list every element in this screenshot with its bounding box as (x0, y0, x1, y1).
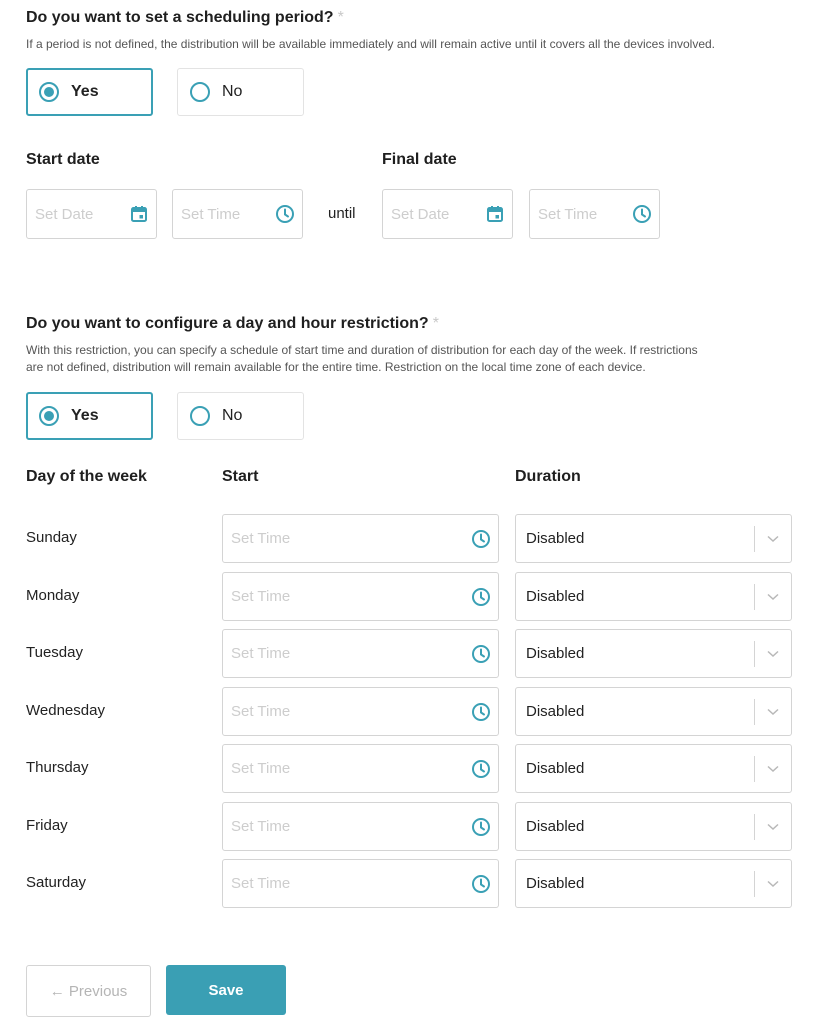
duration-value: Disabled (526, 760, 585, 777)
start-time-placeholder: Set Time (181, 205, 241, 223)
start-date-input[interactable] (26, 189, 157, 239)
chevron-down-icon[interactable] (755, 593, 791, 601)
previous-button[interactable]: ← Previous (26, 965, 151, 1017)
restriction-no-option[interactable] (177, 392, 304, 440)
clock-icon[interactable] (464, 644, 498, 664)
restriction-no-label: No (222, 407, 243, 424)
start-date-label: Start date (26, 151, 100, 168)
duration-value: Disabled (526, 818, 585, 835)
until-label: until (328, 205, 356, 222)
restriction-question-text: Do you want to configure a day and hour restriction? (26, 315, 429, 332)
chevron-down-icon[interactable] (755, 535, 791, 543)
duration-value: Disabled (526, 588, 585, 605)
duration-select[interactable] (515, 629, 792, 678)
start-time-placeholder: Set Time (231, 760, 291, 777)
clock-icon[interactable] (464, 587, 498, 607)
clock-icon[interactable] (268, 204, 302, 224)
save-button[interactable]: Save (166, 965, 286, 1015)
scheduling-yes-label: Yes (71, 83, 99, 100)
radio-unselected-icon (190, 406, 210, 426)
start-date-placeholder: Set Date (35, 205, 94, 223)
scheduling-question-title (26, 9, 344, 27)
scheduling-no-label: No (222, 83, 243, 100)
duration-select[interactable] (515, 514, 792, 563)
scheduling-question-text: Do you want to set a scheduling period? (26, 9, 334, 26)
chevron-down-icon[interactable] (755, 880, 791, 888)
required-mark: * (432, 315, 439, 332)
column-header-day: Day of the week (26, 468, 147, 485)
final-date-input[interactable] (382, 189, 513, 239)
chevron-down-icon[interactable] (755, 708, 791, 716)
start-time-input[interactable] (222, 744, 499, 793)
restriction-yes-label: Yes (71, 407, 99, 424)
day-name: Friday (26, 817, 68, 834)
day-name: Monday (26, 587, 80, 604)
duration-select[interactable] (515, 572, 792, 621)
duration-value: Disabled (526, 645, 585, 662)
radio-selected-icon (39, 406, 59, 426)
restriction-description-line-2: are not defined, distribution will remain available for the entire time. Restriction on the local time zone of each device. (26, 360, 646, 374)
duration-select[interactable] (515, 859, 792, 908)
column-header-duration: Duration (515, 468, 581, 485)
clock-icon[interactable] (464, 817, 498, 837)
duration-value: Disabled (526, 703, 585, 720)
start-time-input[interactable] (222, 514, 499, 563)
restriction-question-title (26, 315, 439, 333)
radio-selected-icon (39, 82, 59, 102)
clock-icon[interactable] (464, 702, 498, 722)
required-mark: * (337, 9, 344, 26)
restriction-yes-option[interactable] (26, 392, 153, 440)
chevron-down-icon[interactable] (755, 823, 791, 831)
duration-value: Disabled (526, 530, 585, 547)
duration-select[interactable] (515, 802, 792, 851)
clock-icon[interactable] (464, 874, 498, 894)
scheduling-no-option[interactable] (177, 68, 304, 116)
clock-icon[interactable] (464, 759, 498, 779)
start-time-input[interactable] (222, 687, 499, 736)
start-time-input[interactable] (172, 189, 303, 239)
chevron-down-icon[interactable] (755, 765, 791, 773)
start-time-input[interactable] (222, 859, 499, 908)
start-time-placeholder: Set Time (231, 875, 291, 892)
start-time-input[interactable] (222, 629, 499, 678)
start-time-placeholder: Set Time (231, 818, 291, 835)
start-time-placeholder: Set Time (231, 703, 291, 720)
day-name: Sunday (26, 529, 77, 546)
radio-unselected-icon (190, 82, 210, 102)
start-time-input[interactable] (222, 802, 499, 851)
restriction-description-line-1: With this restriction, you can specify a schedule of start time and duration of distribution for each day of the week. If restrictions (26, 343, 698, 357)
final-time-placeholder: Set Time (538, 205, 598, 223)
final-date-placeholder: Set Date (391, 205, 450, 223)
calendar-icon[interactable] (122, 205, 156, 223)
chevron-down-icon[interactable] (755, 650, 791, 658)
duration-value: Disabled (526, 875, 585, 892)
day-name: Wednesday (26, 702, 105, 719)
column-header-start: Start (222, 468, 259, 485)
duration-select[interactable] (515, 744, 792, 793)
scheduling-description: If a period is not defined, the distribution will be available immediately and will remain active until it covers all the devices involved. (26, 37, 716, 51)
start-time-placeholder: Set Time (231, 645, 291, 662)
clock-icon[interactable] (464, 529, 498, 549)
day-name: Thursday (26, 759, 89, 776)
final-date-label: Final date (382, 151, 457, 168)
clock-icon[interactable] (625, 204, 659, 224)
scheduling-yes-option[interactable] (26, 68, 153, 116)
calendar-icon[interactable] (478, 205, 512, 223)
start-time-placeholder: Set Time (231, 588, 291, 605)
day-name: Tuesday (26, 644, 83, 661)
final-time-input[interactable] (529, 189, 660, 239)
duration-select[interactable] (515, 687, 792, 736)
start-time-input[interactable] (222, 572, 499, 621)
day-name: Saturday (26, 874, 87, 891)
start-time-placeholder: Set Time (231, 530, 291, 547)
